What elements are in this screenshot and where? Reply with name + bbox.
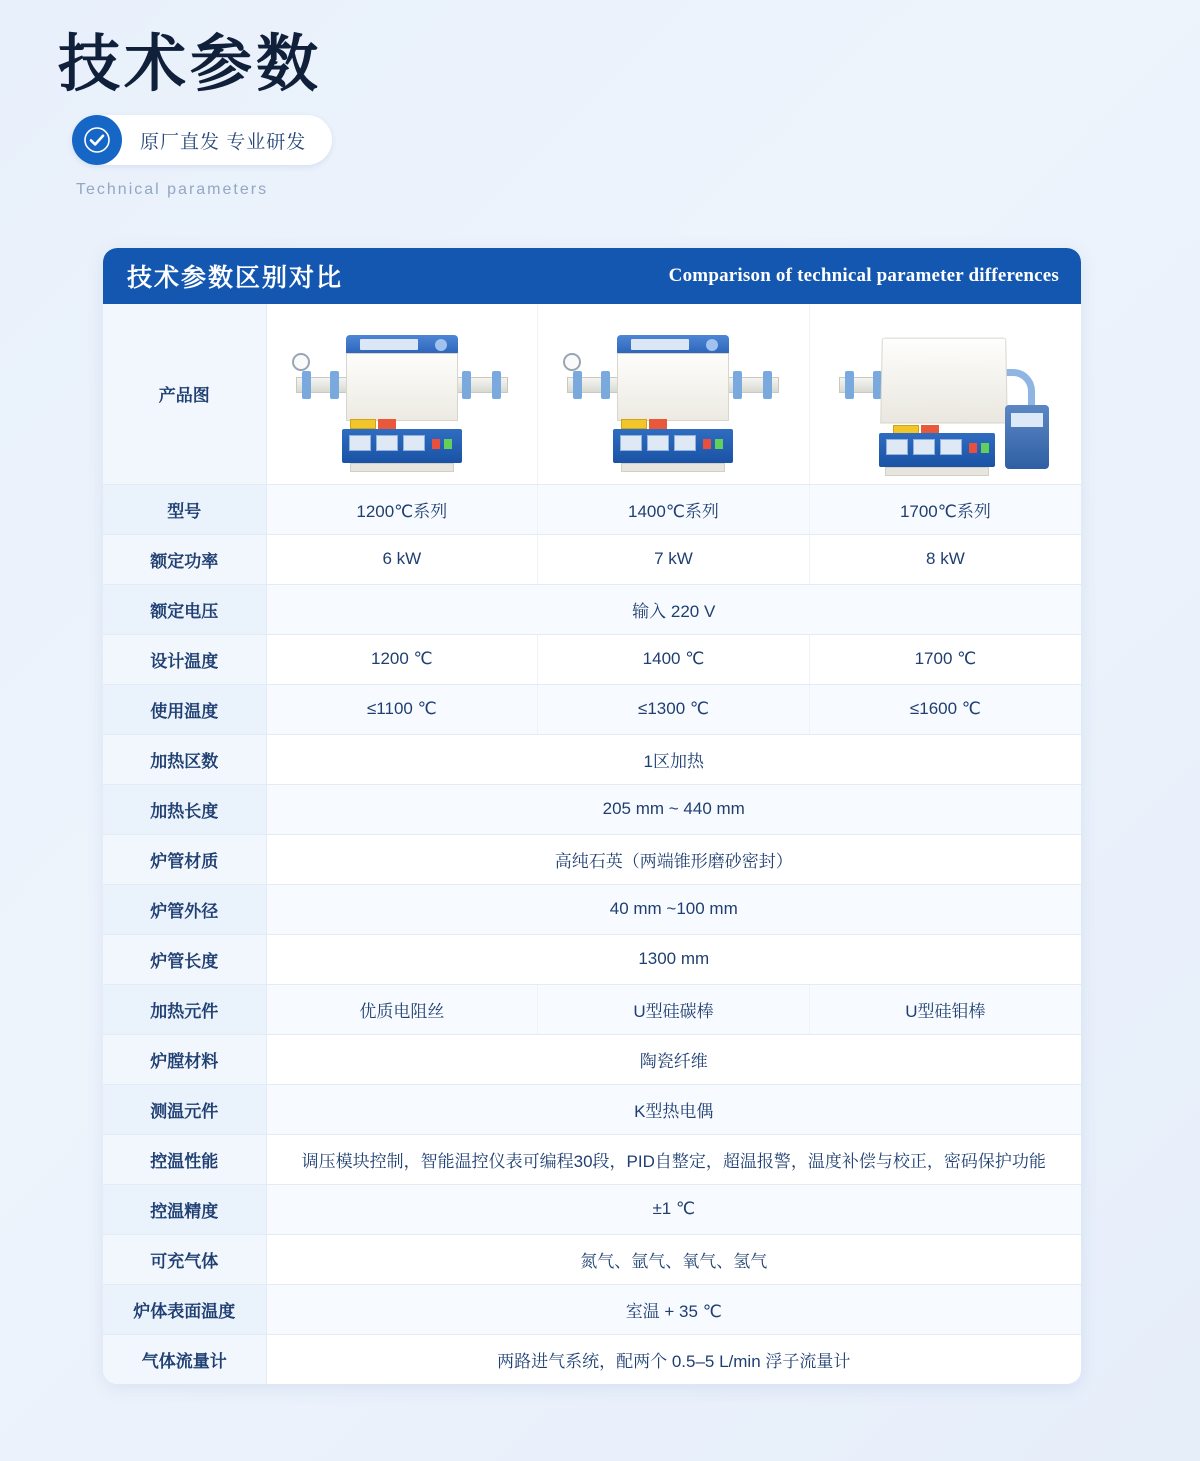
subtitle-english: Technical parameters [76, 181, 269, 199]
row-value: 1区加热 [266, 734, 1081, 784]
spec-card-header [103, 248, 1081, 304]
table-row [103, 1084, 1081, 1134]
row-label: 加热长度 [103, 784, 266, 834]
table-row [103, 1134, 1081, 1184]
page-title: 技术参数 [58, 27, 323, 100]
row-value: ≤1600 ℃ [809, 684, 1081, 734]
tube-furnace-1400c-image [557, 313, 789, 475]
origin-badge [72, 115, 332, 165]
row-value: 1200℃系列 [266, 484, 538, 534]
table-row [103, 484, 1081, 534]
row-value: 室温 + 35 ℃ [266, 1284, 1081, 1334]
table-row [103, 584, 1081, 634]
table-row [103, 534, 1081, 584]
row-value: 1700 ℃ [809, 634, 1081, 684]
table-row [103, 1284, 1081, 1334]
badge-row [72, 115, 1200, 165]
row-value: 1400℃系列 [538, 484, 810, 534]
row-label: 控温精度 [103, 1184, 266, 1234]
table-row [103, 1034, 1081, 1084]
table-row [103, 1234, 1081, 1284]
row-value: U型硅钼棒 [809, 984, 1081, 1034]
row-label: 炉膛材料 [103, 1034, 266, 1084]
product-image-cell-1 [266, 304, 538, 484]
row-value: 40 mm ~100 mm [266, 884, 1081, 934]
row-value: ±1 ℃ [266, 1184, 1081, 1234]
row-label: 设计温度 [103, 634, 266, 684]
row-value: 1400 ℃ [538, 634, 810, 684]
check-circle-icon [72, 115, 122, 165]
tube-furnace-1200c-image [286, 313, 518, 475]
row-value: 8 kW [809, 534, 1081, 584]
page-header [0, 0, 1200, 199]
table-row [103, 984, 1081, 1034]
row-label: 加热区数 [103, 734, 266, 784]
table-row [103, 1184, 1081, 1234]
row-label: 控温性能 [103, 1134, 266, 1184]
row-value: 7 kW [538, 534, 810, 584]
table-row [103, 934, 1081, 984]
row-value: 高纯石英（两端锥形磨砂密封） [266, 834, 1081, 884]
row-label: 炉体表面温度 [103, 1284, 266, 1334]
row-value: 1200 ℃ [266, 634, 538, 684]
row-label: 加热元件 [103, 984, 266, 1034]
row-value: 氮气、氩气、氧气、氢气 [266, 1234, 1081, 1284]
spec-card [103, 248, 1081, 1384]
row-label: 产品图 [103, 304, 266, 484]
row-label: 使用温度 [103, 684, 266, 734]
row-value: ≤1300 ℃ [538, 684, 810, 734]
row-label: 可充气体 [103, 1234, 266, 1284]
spec-card-title-en: Comparison of technical parameter differences [668, 265, 1059, 286]
spec-card-title-cn: 技术参数区别对比 [127, 264, 344, 292]
table-row [103, 834, 1081, 884]
row-value: ≤1100 ℃ [266, 684, 538, 734]
table-row [103, 634, 1081, 684]
row-label: 测温元件 [103, 1084, 266, 1134]
row-value: 1700℃系列 [809, 484, 1081, 534]
row-value: 调压模块控制，智能温控仪表可编程30段，PID自整定，超温报警，温度补偿与校正，密码保护功能 [266, 1134, 1081, 1184]
row-value: 两路进气系统，配两个 0.5–5 L/min 浮子流量计 [497, 1351, 851, 1371]
table-row [103, 734, 1081, 784]
row-label: 额定电压 [103, 584, 266, 634]
product-image-cell-2 [538, 304, 810, 484]
table-row [103, 684, 1081, 734]
row-value: 1300 mm [266, 934, 1081, 984]
row-label: 炉管材质 [103, 834, 266, 884]
row-value: U型硅碳棒 [538, 984, 810, 1034]
table-row [103, 1334, 1081, 1384]
tube-furnace-1700c-vacuum-image [829, 313, 1061, 475]
row-value: 优质电阻丝 [266, 984, 538, 1034]
badge-label: 原厂直发 专业研发 [140, 131, 307, 153]
row-label: 炉管外径 [103, 884, 266, 934]
product-image-cell-3 [809, 304, 1081, 484]
row-value: 205 mm ~ 440 mm [266, 784, 1081, 834]
row-value: 6 kW [266, 534, 538, 584]
table-row [103, 884, 1081, 934]
spec-table [103, 304, 1081, 1384]
row-label: 气体流量计 [103, 1334, 266, 1384]
row-value: K型热电偶 [266, 1084, 1081, 1134]
row-value: 输入 220 V [266, 584, 1081, 634]
table-row [103, 304, 1081, 484]
table-row [103, 784, 1081, 834]
row-value: 陶瓷纤维 [266, 1034, 1081, 1084]
row-label: 型号 [103, 484, 266, 534]
row-label: 炉管长度 [103, 934, 266, 984]
row-label: 额定功率 [103, 534, 266, 584]
